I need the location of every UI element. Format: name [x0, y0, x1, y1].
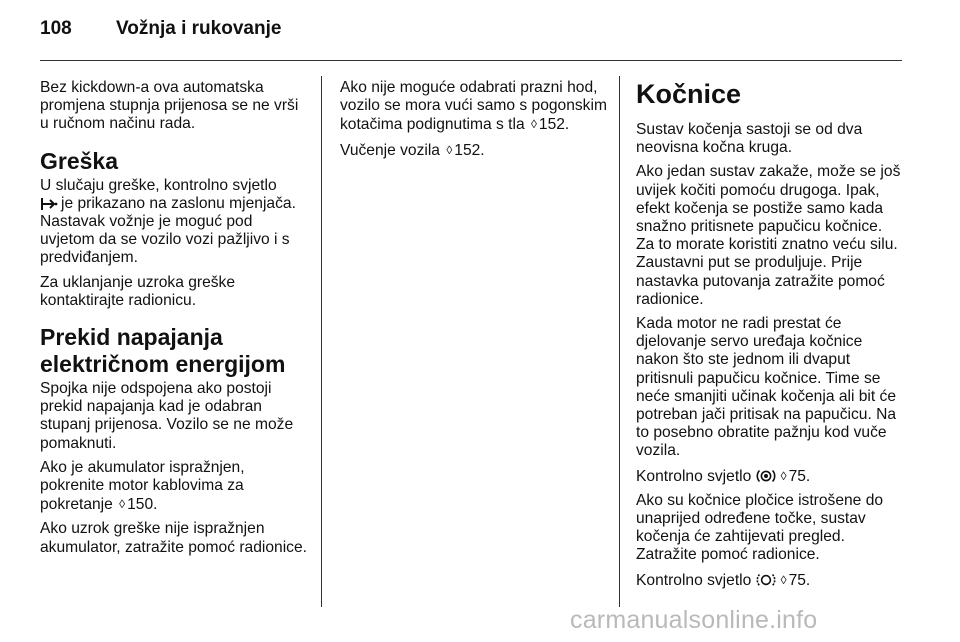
section-heading-greska: Greška — [40, 147, 119, 174]
page-reference-icon: ◊ — [530, 117, 537, 132]
column-middle — [340, 79, 608, 166]
column-left — [40, 79, 308, 563]
towing-paragraph: Ako nije moguće odabrati prazni hod, vozilo se mora vući samo s pogonskim kotačima podignutima s tla ◊ 152. — [340, 79, 607, 134]
intro-paragraph: Bez kickdown-a ova automatska promjena stupnja prijenosa se ne vrši u ručnom načinu rada. — [40, 79, 299, 133]
watermark: carmanualsonline.info — [570, 606, 818, 634]
page-reference-icon: ◊ — [446, 142, 453, 157]
prekid-paragraph-3: Ako uzrok greške nije ispražnjen akumulator, zatražite pomoć radionice. — [40, 520, 307, 556]
brakes-paragraph-1: Sustav kočenja sastoji se od dva neovisna kočna kruga. — [636, 121, 863, 157]
brake-pad-wear-icon — [756, 572, 776, 588]
towing-reference-paragraph: Vučenje vozila ◊ 152. — [340, 141, 485, 159]
page-reference-icon: ◊ — [119, 497, 126, 512]
page-reference-icon: ◊ — [780, 468, 787, 483]
page-header — [40, 18, 281, 48]
brakes-warning-light-paragraph: Kontrolno svjetlo ◊ 75. — [636, 467, 811, 485]
page-reference-icon: ◊ — [780, 572, 787, 587]
brake-warning-light-icon — [756, 468, 776, 484]
brakes-paragraph-3: Kada motor ne radi prestat će djelovanje servo uređaja kočnice nakon što ste jednom ili dvaput pritisnuli papučicu kočnice. Time se neće smanjiti učinak kočenja ali bit će potreban jači pritisak na papučicu. Na to posebno obratite pažnju kod vuče vozila. — [636, 315, 897, 460]
greska-paragraph-1: U slučaju greške, kontrolno svjetlo je prikazano na zaslonu mjenjača. Nastavak vožnje je moguć pod uvjetom da se vozilo vozi pažljivo i s predviđanjem. — [40, 176, 296, 267]
brake-pad-light-paragraph: Kontrolno svjetlo ◊ 75. — [636, 571, 811, 589]
column-divider-2 — [619, 76, 620, 607]
brakes-paragraph-2: Ako jedan sustav zakaže, može se još uvijek kočiti pomoću drugoga. Ipak, efekt kočenja se postiže samo kada snažno pritisnete papučicu kočnice. Za to morate koristiti znatno veću silu. Zaustavni put se produljuje. Prije nastavka putovanja zatražite pomoć radionice. — [636, 163, 901, 308]
page-title: Vožnja i rukovanje — [116, 18, 282, 39]
gearbox-warning-icon — [40, 197, 58, 211]
greska-paragraph-2: Za uklanjanje uzroka greške kontaktirajte radionicu. — [40, 273, 236, 309]
page-number: 108 — [40, 18, 72, 39]
prekid-paragraph-1: Spojka nije odspojena ako postoji prekid napajanja kad je odabran stupanj prijenosa. Vozilo se ne može pomaknuti. — [40, 380, 294, 452]
prekid-paragraph-2: Ako je akumulator ispražnjen, pokrenite motor kablovima za pokretanje ◊ 150. — [40, 458, 245, 514]
section-heading-prekid: Prekid napajanja električnom energijom — [40, 324, 286, 378]
section-heading-kocnice: Kočnice — [636, 79, 742, 109]
brake-pads-paragraph: Ako su kočnice pločice istrošene do unaprijed određene točke, sustav kočenja će zahtijevati pregled. Zatražite pomoć radionice. — [636, 491, 884, 564]
header-divider — [40, 60, 902, 61]
column-right — [636, 79, 902, 596]
column-divider-1 — [321, 76, 322, 607]
